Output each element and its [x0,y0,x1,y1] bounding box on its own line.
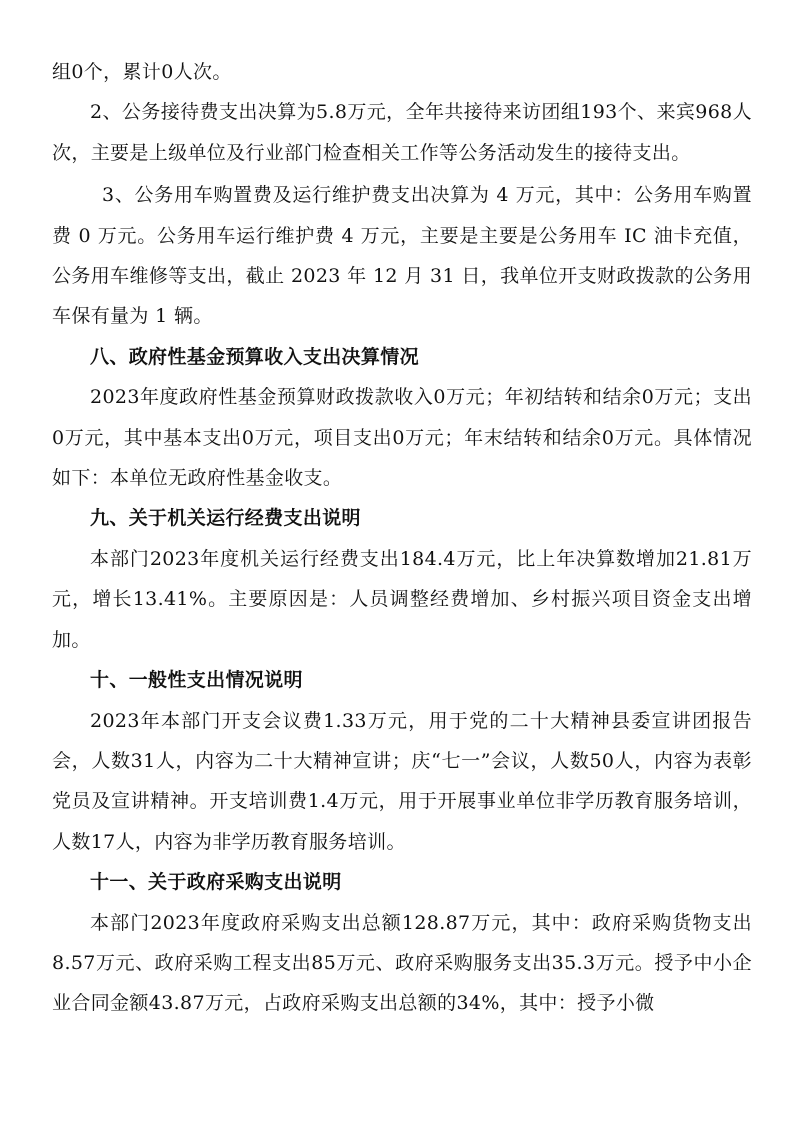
section-heading-general-expense: 十、一般性支出情况说明 [90,669,303,692]
paragraph-vehicle-expense: 3、公务用车购置费及运行维护费支出决算为 4 万元，其中：公务用车购置费 0 万元。公务用车运行维护费 4 万元，主要是主要是公务用车 IC 油卡充值，公务用车维修等支出，截止 2023 年 12 月 31 日，我单位开支财政拨款的公务用车保有量为 1 辆。 [52,184,752,328]
paragraph-reception-expense: 2、公务接待费支出决算为5.8万元，全年共接待来访团组193个、来宾968人次，主要是上级单位及行业部门检查相关工作等公务活动发生的接待支出。 [52,101,752,164]
section-heading-procurement: 十一、关于政府采购支出说明 [90,871,342,894]
paragraph-operating-expense: 本部门2023年度机关运行经费支出184.4万元，比上年决算数增加21.81万元，增长13.41%。主要原因是：人员调整经费增加、乡村振兴项目资金支出增加。 [52,547,752,651]
section-heading-government-fund: 八、政府性基金预算收入支出决算情况 [90,345,419,368]
section-heading-operating-expense: 九、关于机关运行经费支出说明 [90,507,361,530]
paragraph-general-expense: 2023年本部门开支会议费1.33万元，用于党的二十大精神县委宣讲团报告会，人数31人，内容为二十大精神宣讲；庆“七一”会议，人数50人，内容为表彰党员及宣讲精神。开支培训费1.4万元，用于开展事业单位非学历教育服务培训，人数17人，内容为非学历教育服务培训。 [52,709,752,853]
paragraph-government-fund: 2023年度政府性基金预算财政拨款收入0万元；年初结转和结余0万元；支出0万元，其中基本支出0万元，项目支出0万元；年末结转和结余0万元。具体情况如下：本单位无政府性基金收支。 [52,386,752,490]
paragraph-continuation: 组0个，累计0人次。 [52,61,232,83]
paragraph-procurement: 本部门2023年度政府采购支出总额128.87万元，其中：政府采购货物支出8.57万元、政府采购工程支出85万元、政府采购服务支出35.3万元。授予中小企业合同金额43.87万元，占政府采购支出总额的34%，其中：授予小微 [52,911,752,1015]
document-body [52,52,752,1024]
